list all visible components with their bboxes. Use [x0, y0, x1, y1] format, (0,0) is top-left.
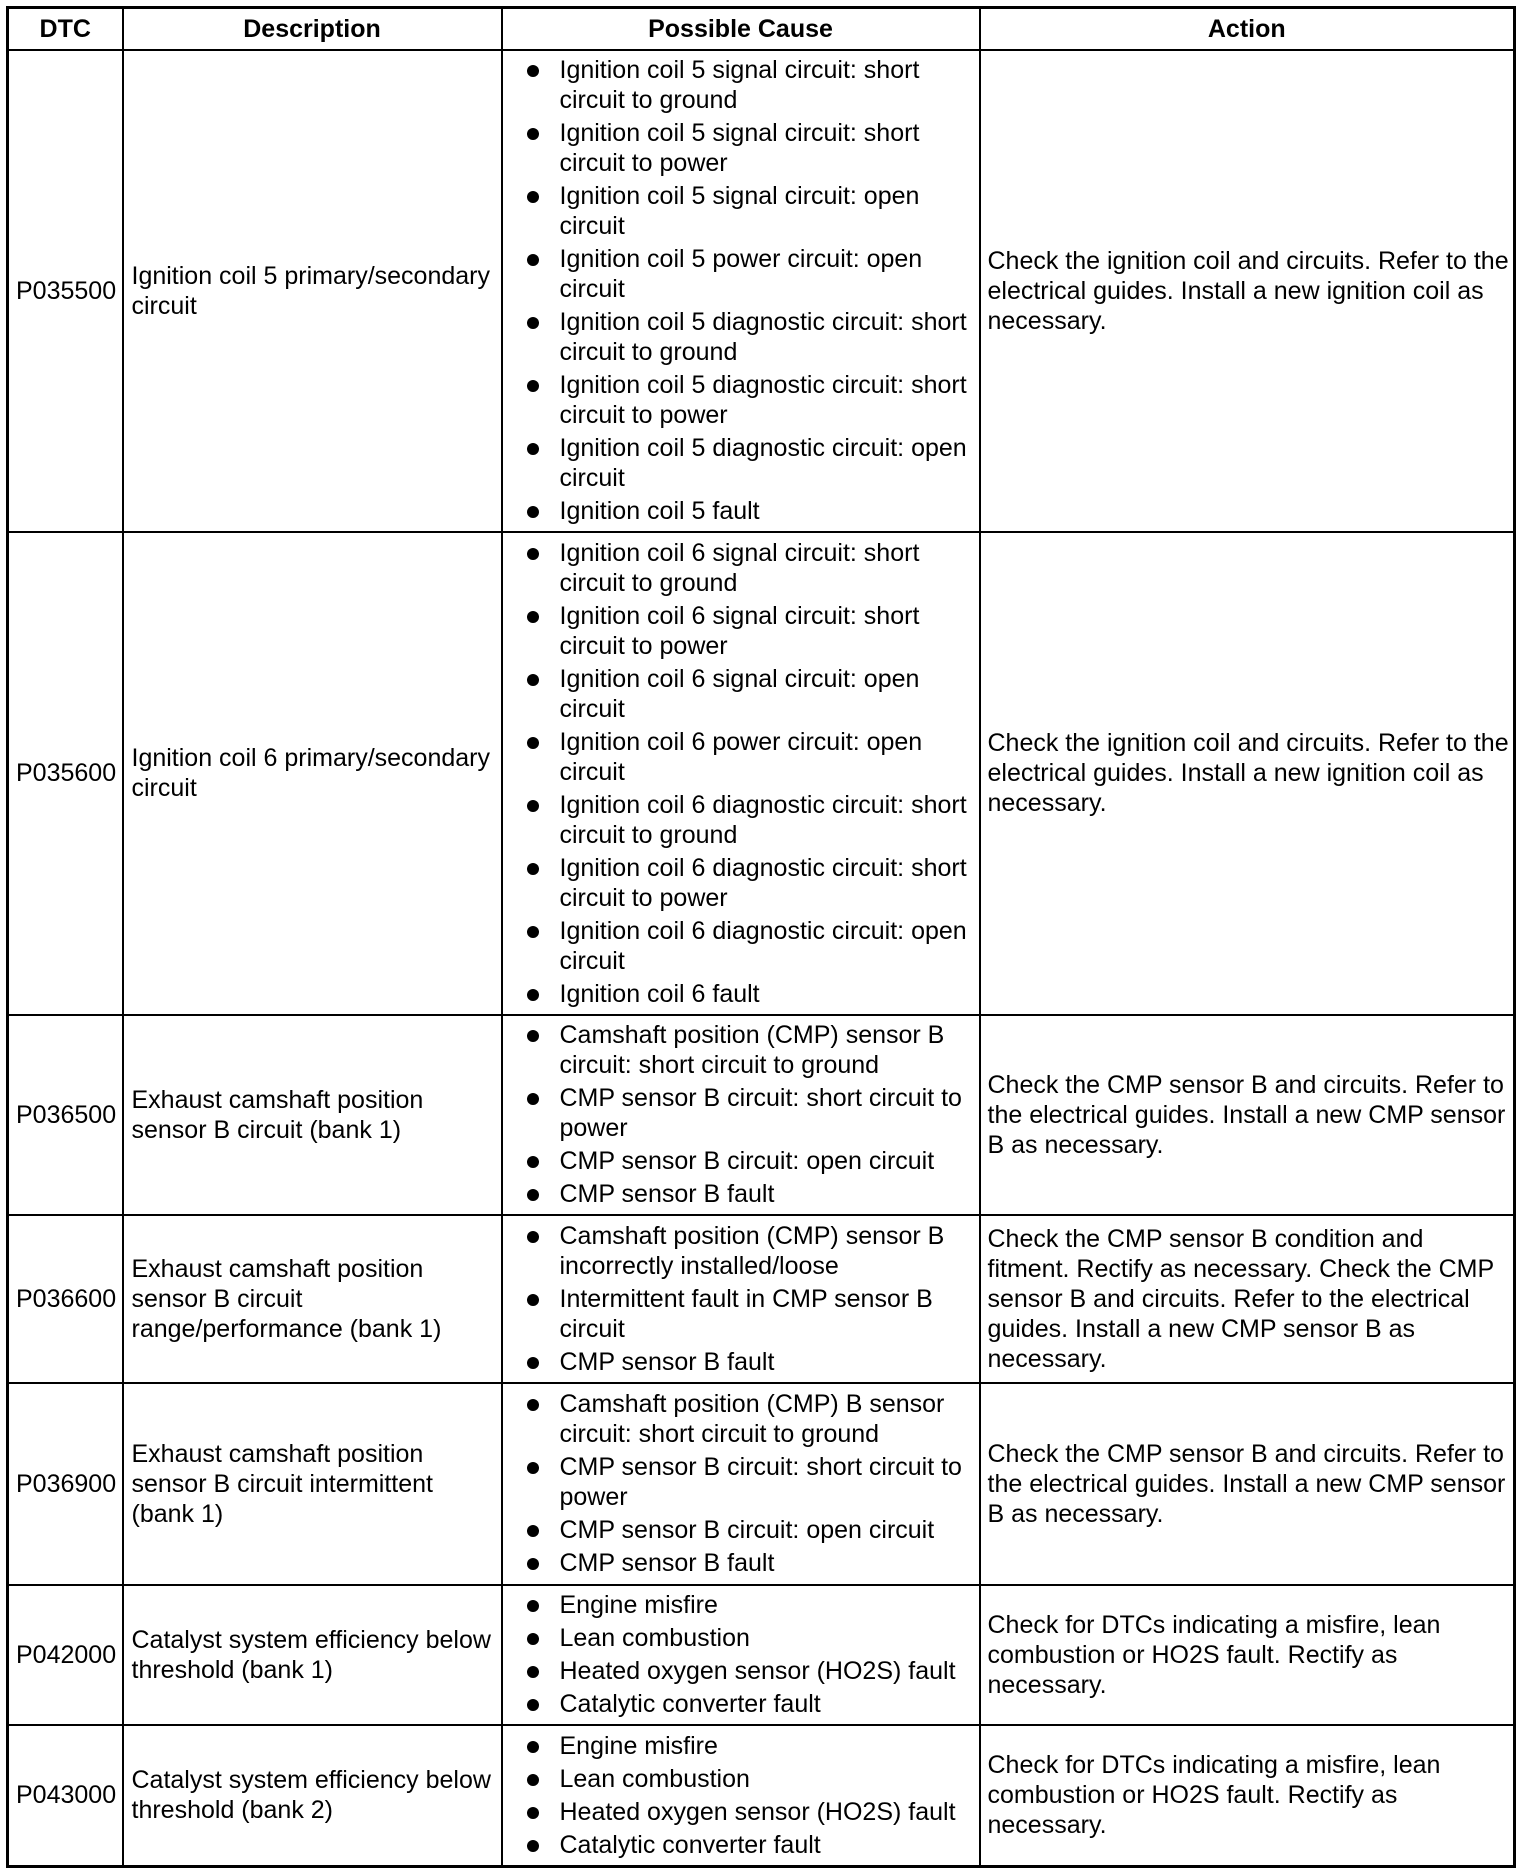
cause-text: CMP sensor B circuit: short circuit to power: [559, 1084, 962, 1142]
bullet-icon: [527, 1399, 539, 1411]
dtc-table-body: [8, 50, 1515, 1867]
bullet-icon: [527, 443, 539, 455]
table-row: [8, 1585, 1515, 1725]
bullet-icon: [527, 1807, 539, 1819]
dtc-description: Catalyst system efficiency below threshold (bank 2): [123, 1725, 502, 1867]
possible-cause-cell: [502, 1585, 980, 1725]
cause-item: [560, 853, 973, 913]
cause-text: Camshaft position (CMP) sensor B incorrectly installed/loose: [559, 1221, 945, 1280]
cause-list: [503, 1221, 973, 1377]
cause-item: [560, 1221, 973, 1281]
cause-item: [560, 790, 973, 850]
cause-item: [560, 1797, 973, 1827]
cause-text: Catalytic converter fault: [559, 1830, 821, 1859]
action-text: Check the ignition coil and circuits. Refer to the electrical guides. Install a new ignition coil as necessary.: [980, 532, 1515, 1015]
cause-item: [560, 916, 973, 976]
cause-text: Ignition coil 5 signal circuit: short circuit to power: [559, 119, 920, 177]
cause-item: [560, 1020, 973, 1080]
cause-item: [560, 1179, 973, 1209]
cause-item: [560, 1623, 973, 1653]
cause-item: [560, 496, 973, 526]
cause-item: [560, 1656, 973, 1686]
bullet-icon: [527, 380, 539, 392]
cause-item: [560, 1083, 973, 1143]
cause-item: [560, 433, 973, 493]
bullet-icon: [527, 254, 539, 266]
bullet-icon: [527, 1600, 539, 1612]
dtc-description: Ignition coil 6 primary/secondary circuit: [123, 532, 502, 1015]
table-row: [8, 532, 1515, 1015]
cause-text: Heated oxygen sensor (HO2S) fault: [559, 1797, 956, 1826]
cause-item: [560, 181, 973, 241]
cause-item: [560, 118, 973, 178]
table-row: [8, 50, 1515, 532]
header-dtc: DTC: [8, 8, 123, 50]
bullet-icon: [527, 1231, 539, 1243]
dtc-code: P036900: [8, 1383, 123, 1585]
cause-text: Ignition coil 5 power circuit: open circuit: [559, 245, 923, 303]
possible-cause-cell: [502, 1725, 980, 1867]
bullet-icon: [527, 1189, 539, 1201]
table-header: [8, 8, 1515, 50]
table-row: [8, 1215, 1515, 1383]
cause-list: [503, 1731, 973, 1860]
dtc-description: Exhaust camshaft position sensor B circuit intermittent (bank 1): [123, 1383, 502, 1585]
bullet-icon: [527, 1666, 539, 1678]
cause-item: [560, 370, 973, 430]
cause-item: [560, 1515, 973, 1545]
cause-text: CMP sensor B circuit: short circuit to power: [559, 1453, 962, 1511]
bullet-icon: [527, 1741, 539, 1753]
cause-list: [503, 1389, 973, 1578]
bullet-icon: [527, 1030, 539, 1042]
cause-item: [560, 1830, 973, 1860]
dtc-description: Exhaust camshaft position sensor B circuit (bank 1): [123, 1015, 502, 1215]
dtc-description: Exhaust camshaft position sensor B circuit range/performance (bank 1): [123, 1215, 502, 1383]
cause-item: [560, 244, 973, 304]
cause-item: [560, 55, 973, 115]
cause-text: Ignition coil 5 diagnostic circuit: short circuit to power: [559, 371, 967, 429]
cause-text: Ignition coil 6 diagnostic circuit: short circuit to power: [559, 853, 967, 912]
cause-text: Ignition coil 5 fault: [559, 497, 760, 525]
cause-text: Ignition coil 6 signal circuit: short circuit to power: [559, 601, 920, 660]
bullet-icon: [527, 611, 539, 623]
cause-list: [503, 1020, 973, 1209]
possible-cause-cell: [502, 1215, 980, 1383]
bullet-icon: [527, 1294, 539, 1306]
cause-text: Heated oxygen sensor (HO2S) fault: [559, 1657, 956, 1685]
cause-text: CMP sensor B circuit: open circuit: [559, 1516, 935, 1544]
cause-text: Ignition coil 6 fault: [559, 979, 760, 1008]
bullet-icon: [527, 506, 539, 518]
cause-item: [560, 601, 973, 661]
cause-item: [560, 1590, 973, 1620]
cause-text: Ignition coil 6 diagnostic circuit: open circuit: [559, 916, 967, 975]
bullet-icon: [527, 1558, 539, 1570]
cause-text: Camshaft position (CMP) sensor B circuit: short circuit to ground: [559, 1021, 945, 1079]
cause-text: CMP sensor B circuit: open circuit: [559, 1147, 935, 1175]
cause-text: CMP sensor B fault: [559, 1549, 775, 1577]
bullet-icon: [527, 737, 539, 749]
bullet-icon: [527, 1774, 539, 1786]
bullet-icon: [527, 1525, 539, 1537]
action-text: Check the CMP sensor B and circuits. Refer to the electrical guides. Install a new CMP sensor B as necessary.: [980, 1383, 1515, 1585]
dtc-code: P042000: [8, 1585, 123, 1725]
bullet-icon: [527, 1633, 539, 1645]
header-row: [8, 8, 1515, 50]
possible-cause-cell: [502, 1015, 980, 1215]
cause-item: [560, 1452, 973, 1512]
cause-text: Lean combustion: [559, 1624, 750, 1652]
action-text: Check the CMP sensor B and circuits. Refer to the electrical guides. Install a new CMP sensor B as necessary.: [980, 1015, 1515, 1215]
dtc-code: P036600: [8, 1215, 123, 1383]
bullet-icon: [527, 1840, 539, 1852]
cause-text: Camshaft position (CMP) B sensor circuit: short circuit to ground: [559, 1390, 945, 1448]
cause-text: Ignition coil 5 signal circuit: short circuit to ground: [559, 56, 920, 114]
possible-cause-cell: [502, 50, 980, 532]
bullet-icon: [527, 926, 539, 938]
action-text: Check for DTCs indicating a misfire, lean combustion or HO2S fault. Rectify as necessary.: [980, 1585, 1515, 1725]
bullet-icon: [527, 191, 539, 203]
cause-list: [503, 1590, 973, 1719]
table-row: [8, 1383, 1515, 1585]
cause-item: [560, 1764, 973, 1794]
cause-item: [560, 1389, 973, 1449]
cause-text: Ignition coil 6 diagnostic circuit: short circuit to ground: [559, 790, 967, 849]
bullet-icon: [527, 65, 539, 77]
bullet-icon: [527, 989, 539, 1001]
action-text: Check for DTCs indicating a misfire, lean combustion or HO2S fault. Rectify as necessary.: [980, 1725, 1515, 1867]
dtc-description: Catalyst system efficiency below threshold (bank 1): [123, 1585, 502, 1725]
dtc-description: Ignition coil 5 primary/secondary circuit: [123, 50, 502, 532]
header-description: Description: [123, 8, 502, 50]
cause-list: [503, 538, 973, 1009]
cause-item: [560, 1284, 973, 1344]
cause-text: Engine misfire: [559, 1591, 718, 1619]
cause-text: Ignition coil 6 signal circuit: open circuit: [559, 664, 920, 723]
possible-cause-cell: [502, 532, 980, 1015]
header-possible-cause: Possible Cause: [502, 8, 980, 50]
cause-item: [560, 1731, 973, 1761]
bullet-icon: [527, 1357, 539, 1369]
cause-item: [560, 1548, 973, 1578]
table-row: [8, 1015, 1515, 1215]
bullet-icon: [527, 1699, 539, 1711]
header-action: Action: [980, 8, 1515, 50]
possible-cause-cell: [502, 1383, 980, 1585]
cause-item: [560, 1146, 973, 1176]
bullet-icon: [527, 1156, 539, 1168]
cause-text: Catalytic converter fault: [559, 1690, 821, 1718]
bullet-icon: [527, 317, 539, 329]
table-row: [8, 1725, 1515, 1867]
cause-text: Engine misfire: [559, 1731, 718, 1760]
bullet-icon: [527, 548, 539, 560]
cause-text: Ignition coil 5 diagnostic circuit: short circuit to ground: [559, 308, 967, 366]
bullet-icon: [527, 863, 539, 875]
cause-text: Ignition coil 5 diagnostic circuit: open circuit: [559, 434, 967, 492]
cause-item: [560, 538, 973, 598]
cause-text: Ignition coil 6 power circuit: open circuit: [559, 727, 923, 786]
bullet-icon: [527, 1093, 539, 1105]
cause-item: [560, 727, 973, 787]
dtc-code: P043000: [8, 1725, 123, 1867]
dtc-code: P036500: [8, 1015, 123, 1215]
bullet-icon: [527, 800, 539, 812]
action-text: Check the ignition coil and circuits. Refer to the electrical guides. Install a new ignition coil as necessary.: [980, 50, 1515, 532]
bullet-icon: [527, 1462, 539, 1474]
cause-list: [503, 55, 973, 526]
cause-item: [560, 979, 973, 1009]
cause-item: [560, 664, 973, 724]
action-text: Check the CMP sensor B condition and fitment. Rectify as necessary. Check the CMP sensor B and circuits. Refer to the electrical guides. Install a new CMP sensor B as necessary.: [980, 1215, 1515, 1383]
dtc-table: [6, 6, 1516, 1868]
cause-text: Ignition coil 5 signal circuit: open circuit: [559, 182, 920, 240]
cause-text: Intermittent fault in CMP sensor B circuit: [559, 1284, 933, 1343]
cause-text: Lean combustion: [559, 1764, 750, 1793]
bullet-icon: [527, 128, 539, 140]
cause-item: [560, 1689, 973, 1719]
cause-item: [560, 307, 973, 367]
dtc-code: P035600: [8, 532, 123, 1015]
dtc-code: P035500: [8, 50, 123, 532]
bullet-icon: [527, 674, 539, 686]
cause-text: Ignition coil 6 signal circuit: short circuit to ground: [559, 538, 920, 597]
cause-text: CMP sensor B fault: [559, 1180, 775, 1208]
cause-item: [560, 1347, 973, 1377]
cause-text: CMP sensor B fault: [559, 1347, 775, 1376]
